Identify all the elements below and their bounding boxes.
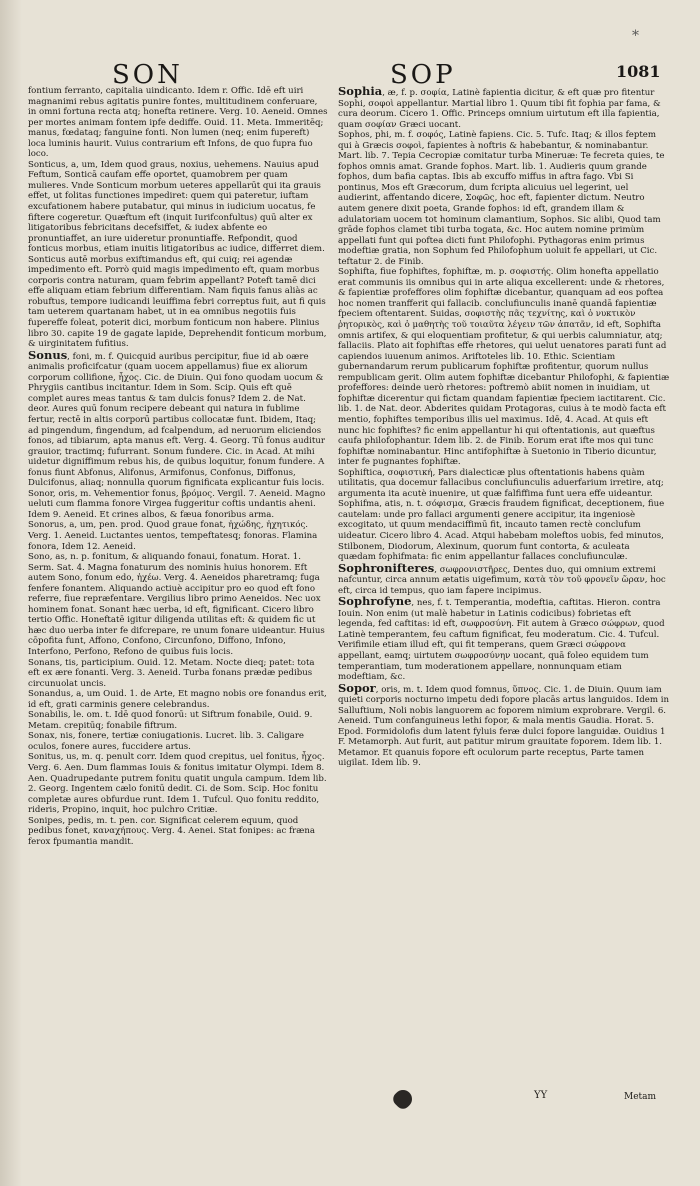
left-text-column [28, 86, 328, 847]
signature-mark: YY [534, 1090, 548, 1101]
page-number: 1081 [616, 62, 661, 81]
dictionary-entry [338, 267, 670, 467]
dictionary-entry [28, 816, 328, 848]
entry-text: Sonipes, pedis, m. t. pen. cor. Significat celerem equum, quod pedibus fonet, καναχήπους. Verg. 4. Aenei. Stat fonipes: ac fræna ferox fpumantia mandit. [28, 815, 316, 847]
entry-text: Sonor, oris, m. Vehementior fonus, βρόμος. Vergil. 7. Aeneid. Magno ueluti cum flamma fonore Virgea fuggeritur coftis undantis aheni. Idem 9. Aeneid. Et crines albos, & fæua fonoribus arma. [28, 488, 326, 520]
dictionary-entry [338, 680, 670, 769]
dictionary-entry [28, 160, 328, 350]
dictionary-entry [28, 347, 328, 489]
dictionary-entry [28, 658, 328, 690]
leaf-ornament-icon [390, 1086, 415, 1111]
entry-text: fontium ferranto, capitalia uindicanto. Idem r. Offic. Idē eft uiri magnanimi rebus agitatis punire fontes, multitudinem conferuare, in omni fortuna recta atq; honefta retinere. Verg. 10. Aeneid. Omnes per mortes animam fontem ipfe dediffe. Ouid. 11. Meta. Immeritēq; manus, fœdataq; fanguine fonti. Non lumen (neq; enim fupereft) loca luminis haurit. Vuius contrarium eft Infons, de quo fupra fuo loco. [28, 86, 328, 160]
entry-text: , nes, f. t. Temperantia, modeftia, caftitas. Hieron. contra Iouin. Non enim (ut malè habetur in Latinis codicibus) fobrietas eft legenda, fed caftitas: id eft, σωφροσύνη. Fit autem à Græco σώφρων, quod Latinè temperantem, feu caftum fignificat, feu moderatum. Cic. 4. Tufcul. Verifimile etiam illud eft, qui fit temperans, quem Græci σώφρονα appellant, eamq; uirtutem σωφροσύνην uocant, quā foleo equidem tum temperantiam, tum moderationem appellare, nonnunquam etiam modeftiam, &c. [338, 598, 665, 683]
running-head-right: SOP [390, 60, 456, 90]
entry-text: Sonax, nis, fonere, tertiæ coniugationis. Lucret. lib. 3. Caligare oculos, fonere aures, fuccidere artus. [28, 731, 305, 752]
entry-text: , foni, m. f. Quicquid auribus percipitur, fiue id ab oære animalis proficifcatur (quam uocem appellamus) fiue ex aliorum corporum collifione, ἦχος. Cic. de Diuin. Qui fono quodam uocum & Phrygiis cantibus incitantur. Idem in Som. Scip. Quis eft quē complet aures meas tantus & tam dulcis fonus? Idem 2. de Nat. deor. Aures quū fonum recipere debeant qui natura in fublime fertur, rectē in altis corporū partibus collocatæ funt. Ibidem, Itaq; ad pingendum, fingendum, ad fcalpendum, ad neruorum eliciendos fonos, ad tibiarum, apta manus eft. Verg. 4. Georg. Tū fonus auditur grauior, tractimq; fufurrant. Sonum fundere. Cic. in Acad. At mihi uidetur digniffimum rebus his, de quibus loquitur, fonum fundere. A fonus fiunt Abfonus, Alifonus, Armifonus, Confonus, Diffonus, Dulcifonus, aliaq; nonnulla quorum fignificata explicantur fuis locis. [28, 351, 325, 489]
dictionary-entry [28, 752, 328, 815]
entry-text: Sono, as, n. p. fonitum, & aliquando fonaui, fonatum. Horat. 1. Serm. Sat. 4. Magna fonaturum des nominis huius honorem. Eft autem Sono, fonum edo, ἠχέω. Verg. 4. Aeneidos pharetramq; fuga fenfere fonantem. Aliquando actiuè accipitur pro eo quod eft fono referre, fiue repræfentare. Vergilius libro primo Aeneidos. Nec uox hominem fonat. Sonant hæc uerba, id eft, fignificant. Cicero libro tertio Offic. Honeftatē igitur diligenda utilitas eft: & quidem fic ut hæc duo uerba inter fe difcrepare, re unum fonare uideantur. Huius cōpofita funt, Affono, Confono, Circunfono, Diffono, Infono, Interfono, Perfono, Refono de quibus fuis locis. [28, 552, 325, 657]
entry-text: Sophifma, atis, n. t. σόφισμα, Græcis fraudem fignificat, deceptionem, fiue cautelam: unde pro fallaci argumenti genere accipitur, ita ingeniosè excogitato, ut quum mendaciffimū fit, incauto tamen rectè conclufum uideatur. Cicero libro 4. Acad. Atqui habebam moleftos uobis, fed minutos, Stilbonem, Diodorum, Alexinum, quorum funt contorta, & aculeata quædam fophifmata: fic enim appellantur fallaces conclufiunculæ. [338, 499, 665, 563]
entry-text: , æ, f. p. σοφία, Latinè fapientia dicitur, & eft quæ pro fitentur Sophi, σοφοὶ appellantur. Martial libro 1. Quum tibi fit fophia par fama, & cura deorum. Cicero 1. Offic. Princeps omnium uirtutum eft illa fapientia, quam σοφίαν Græci uocant. [338, 88, 661, 130]
dictionary-entry [338, 499, 670, 562]
dictionary-entry [28, 710, 328, 731]
dictionary-entry [338, 596, 670, 682]
dictionary-entry [338, 86, 670, 130]
entry-headword: Sophronifteres [338, 560, 435, 575]
entry-headword: Sophrofyne [338, 594, 412, 609]
dictionary-entry [338, 468, 670, 500]
entry-text: Sonabilis, le. om. t. Idē quod fonorū: ut Siftrum fonabile, Ouid. 9. Metam. crepitūq; fonabile fiftrum. [28, 710, 313, 731]
entry-headword: Sophia [338, 84, 383, 98]
entry-text: Sonitus, us, m. q. penult corr. Idem quod crepitus, uel fonitus, ἦχος. Verg. 6. Aen. Dum flammas Iouis & fonitus imitatur Olympi. Idem 8. Aen. Quadrupedante putrem fonitu quatit ungula campum. Idem lib. 2. Georg. Ingentem cælo fonitū dedit. Ci. de Som. Scip. Hoc fonitu completæ aures obfurdue runt. Idem 1. Tufcul. Quo fonitu reddito, rideris, Propino, inquit, hoc pulchro Critiæ. [28, 752, 327, 816]
entry-text: Sonandus, a, um Ouid. 1. de Arte, Et magno nobis ore fonandus erit, id eft, grati carminis genere celebrandus. [28, 689, 327, 710]
entry-text: , σωφρονιστῆρες, Dentes duo, qui omnium extremi nafcuntur, circa annum ætatis uigefimum, κατὰ τὸν τοῦ φρονεῖν ὥραν, hoc eft, circa id tempus, quo iam fapere incipimus. [338, 564, 666, 596]
right-text-column [338, 86, 670, 769]
dictionary-entry [28, 86, 328, 160]
page-fold-shadow [0, 0, 22, 1186]
dictionary-entry [28, 731, 328, 752]
entry-text: Sonticus, a, um, Idem quod graus, noxius, uehemens. Nauius apud Feftum, Sonticā caufam effe oportet, quamobrem per quam mulieres. Vnde Sonticum morbum ueteres appellarūt qui ita grauis effet, ut folitas functiones impediret: quem qui pateretur, iuftam excufationem habere putabatur, qui minus in iudicium uocatus, fe fiftere cogeretur. Quæftum eft (inquit Iurifconfultus) quū alter ex litigatoribus febricitans decefsiffet, & iudex abfente eo pronuntiaffet, an iure uideretur pronuntiaffe. Refpondit, quod fonticus morbus, etiam inuitis litigatoribus ac iudice, differret diem. Sonticus autē morbus exiftimandus eft, qui cuiq; rei agendæ impedimento eft. Porrò quid magis impedimento eft, quam morbus corporis contra naturam, quam febrim appellant? Poteft tamē dici effe aliquam etiam febrium differentiam. Nam fiquis fanus aliàs ac robuftus, tempore iudicandi leuiffima febri correptus fuit, aut fi quis tam ueterem quartanam habet, ut in ea omnibus negotiis fuis fupereffe foleat, poterit dici, morbum fonticum non habere. Plinius libro 30. capite 19 de gagate lapide, Deprehendit fonticum morbum, & uirginitatem fufitius. [28, 159, 327, 350]
running-head-left: SON [112, 60, 183, 90]
dictionary-entry [338, 130, 670, 267]
corner-mark: * [632, 28, 639, 44]
entry-text: Sonorus, a, um, pen. prod. Quod graue fonat, ἠχώδης, ἠχητικός. Verg. 1. Aeneid. Luctantes uentos, tempeftatesq; fonoras. Flamina fonora, Idem 12. Aeneid. [28, 520, 318, 552]
entry-text: Sonans, tis, participium. Ouid. 12. Metam. Nocte dieq; patet: tota eft ex ære fonanti. Verg. 3. Aeneid. Turba fonans prædæ pedibus circunuolat uncis. [28, 657, 315, 689]
dictionary-entry [28, 520, 328, 552]
entry-headword: Sopor [338, 680, 376, 695]
dictionary-entry [28, 489, 328, 521]
dictionary-entry [28, 689, 328, 710]
entry-text: Sophifta, fiue fophiftes, fophiftæ, m. p. σοφιστής. Olim honefta appellatio erat communis iis omnibus qui in arte aliqua excellerent: unde & rhetores, & fapientiæ profeffores olim fophiftæ dicebantur, quanquam ad eos poftea hoc nomen tranfferit qui fallacib. conclufiunculis inanē quandā fapientiæ fpeciem oftentarent. Suidas, σοφιστὴς πᾶς τεχνίτης, καὶ ὁ νυκτικὸν ῥητορικὸς, καὶ ὁ μαθητὴς τοῦ τοιαῦτα λέγειν τῶν ἀπατᾶν, id eft, Sophifta omnis artifex, & qui eloquentiam profitetur, & qui uerbis calumniatur, atq; fallaciis. Plato ait fophiftas effe rhetores, qui uelut uenatores parati funt ad capiendos iuuenum animos. Ariftoteles lib. 10. Ethic. Scientiam gubernandarum rerum publicarum fophiftæ profitentur, quorum nullus rempublicam gerit. Olim autem fophiftæ dicebantur Philofophi, & fapientiæ profeffores: deinde uerò rhetores: poftremò abiit nomen in inuidiam, ut fophiftæ dicerentur qui fictam quandam fapientiæ fpeciem iactitarent. Cic. lib. 1. de Nat. deor. Abderites quidam Protagoras, cuius à te modò facta eft mentio, fophiftes temporibus illis uel maximus. Idē, 4. Acad. At quis eft nunc hic fophiftes? fic enim appellantur hi qui oftentationis, aut quæftus caufa philofophantur. Idem lib. 2. de Finib. Eorum erat ifte mos qui tunc fophiftæ nominabantur. Hinc antifophiftæ à Suetonio in Tiberio dicuntur, inter fe pugnantes fophiftæ. [338, 267, 670, 468]
dictionary-entry [338, 560, 670, 597]
entry-text: Sophos, phi, m. f. σοφός, Latinè fapiens. Cic. 5. Tufc. Itaq; & illos feptem qui à Græcis σοφοὶ, fapientes à noftris & habebantur, & nominabantur. Mart. lib. 7. Tepia Cecropiæ comitatur turba Mineruæ: Te fecreta quies, te fophos omnis amat. Grande fophos. Mart. lib. 1. Audieris quum grande fophos, dum bafia captas. Ibis ab excuffo miffus in aftra fago. Vbi Si pontinus, Mos eft Græcorum, dum fcripta alicuius uel legerint, uel audierint, affentando dicere, Σοφῶς, hoc eft, fapienter dictum. Neutro autem genere dixit poeta, Grande fophos: id eft, grandem illam & adulatoriam uocem tot hominum clamantium, Sophos. Sic alibi, Quod tam grāde fophos clamet tibi turba togata, &c. Hoc autem nomine primùm appellati funt qui poftea dicti funt Philofophi. Pythagoras enim primus modeftiæ gratia, non Sophum fed Philofophum uoluit fe appellari, ut Cic. teftatur 2. de Finib. [338, 130, 665, 267]
dictionary-entry [28, 552, 328, 657]
entry-text: , oris, m. t. Idem quod fomnus, ὕπνος. Cic. 1. de Diuin. Quum iam quieti corporis nocturno impetu dedi fopore placās artus languidos. Idem in Salluftium, Noli nobis languorem ac foporem nimium exprobrare. Vergil. 6. Aeneid. Tum confanguineus lethi fopor, & mala mentis Gaudia. Horat. 5. Epod. Formidolofis dum latent fyluis feræ dulci fopore languidæ. Ouidius 1 F. Metamorph. Aut furit, aut patitur mirum grauitate foporem. Idem lib. 1. Metamor. Et quanuis fopore eft oculorum parte receptus, Parte tamen uigilat. Idem lib. 9. [338, 684, 670, 769]
catchword: Metam [624, 1092, 657, 1102]
entry-headword: Sonus [28, 347, 68, 362]
entry-text: Sophiftica, σοφιστική, Pars dialecticæ plus oftentationis habens quàm utilitatis, qua docemur fallacibus conclufiunculis aduerfarium irretire, atq; argumenta ita acutè inuenire, ut quæ falfiffima funt uera effe uideantur. [338, 467, 664, 499]
